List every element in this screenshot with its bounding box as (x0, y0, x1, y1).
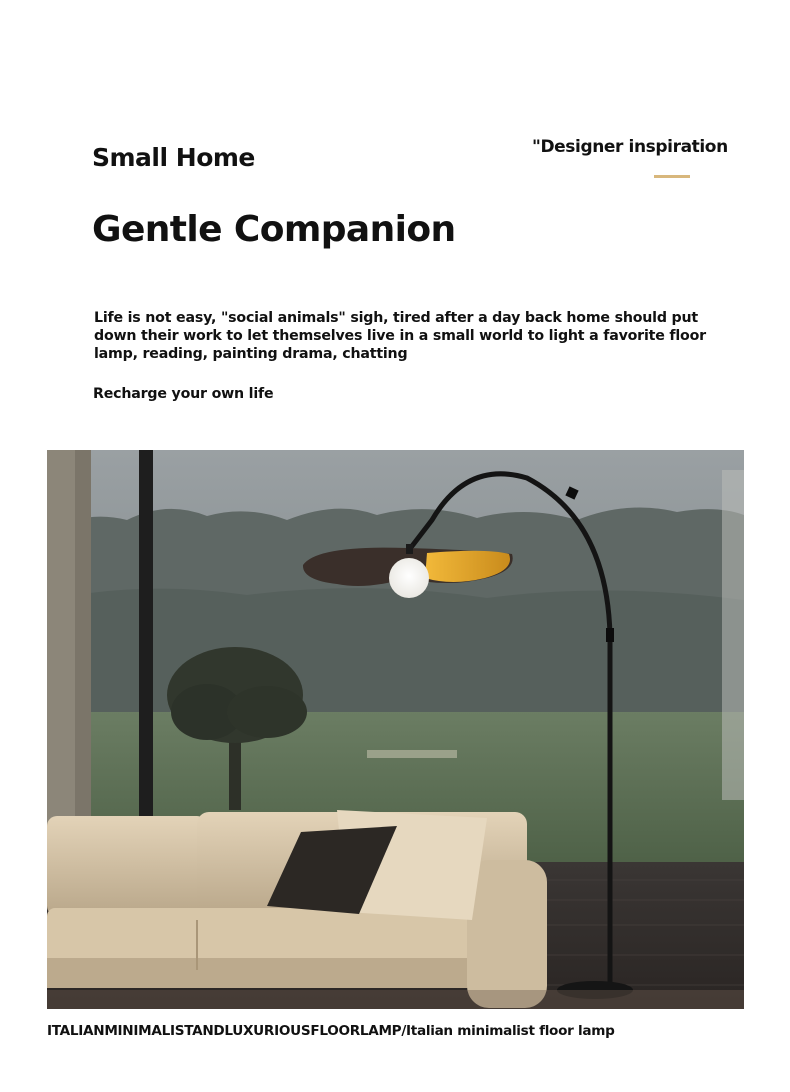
gentle-companion-heading: Gentle Companion (92, 209, 456, 250)
designer-inspiration-label: "Designer inspiration (532, 137, 728, 157)
accent-divider (654, 175, 690, 178)
small-home-heading: Small Home (92, 143, 255, 172)
description-text: Life is not easy, "social animals" sigh, tired after a day back home should put down their work to let themselves live in a small world to light a favorite floor lamp, reading, painting drama, chatting (94, 310, 706, 362)
window-frame (139, 450, 153, 822)
product-caption: ITALIANMINIMALISTANDLUXURIOUSFLOORLAMP/Italian minimalist floor lamp (47, 1023, 615, 1039)
recharge-tagline: Recharge your own life (93, 386, 274, 402)
living-room-scene (47, 450, 744, 1009)
product-photo (47, 450, 744, 1009)
